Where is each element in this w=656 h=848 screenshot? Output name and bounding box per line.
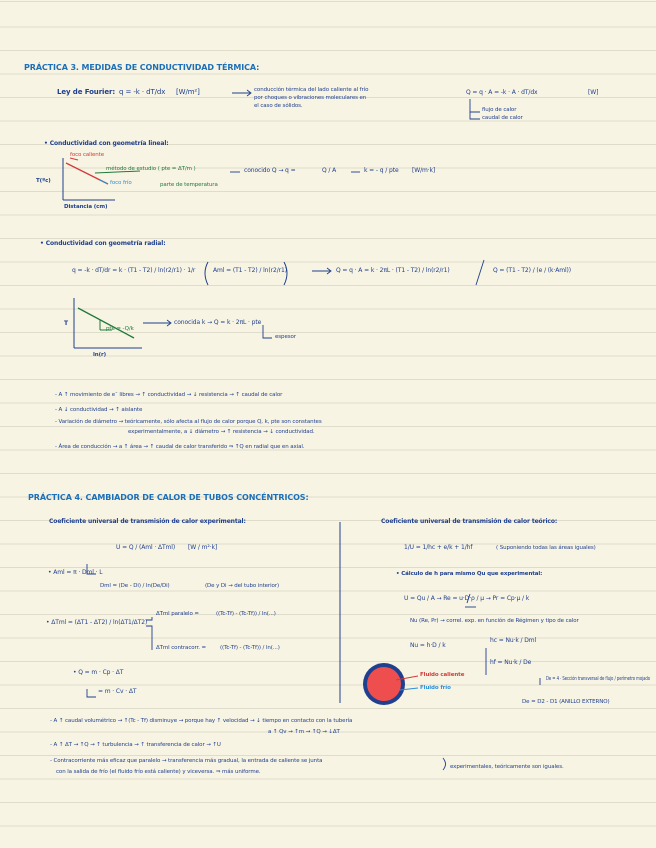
concl-3a: - Contracorriente más eficaz que paralelo → transferencia más gradual, la entrada de caliente se junta: [50, 758, 323, 764]
fourier-note-3: el caso de sólidos.: [254, 103, 303, 109]
Q-mcv-equation: = m · Cv · ΔT: [98, 688, 137, 695]
Q-units: [W]: [588, 89, 599, 96]
radial-known: conocida k → Q = k · 2πL · pte: [174, 319, 262, 326]
De-note-1: De = 4 · Sección transversal de flujo / perímetro mojado: [546, 676, 650, 682]
paralelo-label: ΔTml paralelo =: [156, 611, 199, 617]
espesor-label: espesor: [275, 334, 296, 340]
obs-2: - A ↓ conductividad → ↑ aislante: [55, 407, 143, 413]
radial-Aml-equation: Aml = (T1 - T2) / ln(r2/r1): [213, 267, 287, 274]
U-Re-Pr-chain: U = Qu / A → Re = u·D·ρ / μ → Pr = Cp·μ / k: [404, 595, 530, 602]
obs-4: - Área de conducción → a ↑ área → ↑ caudal de calor transferido ⇒ ↑Q en radial que en axial.: [55, 444, 305, 450]
p4-title: PRÁCTICA 4. CAMBIADOR DE CALOR DE TUBOS CONCÉNTRICOS:: [28, 493, 309, 502]
Dml-equation: Dml = (De - Di) / ln(De/Di): [100, 583, 170, 589]
metodo-estudio-label: método de estudio ( pte = ΔT/m ): [106, 166, 196, 172]
U-theoretical-note: ( Suponiendo todas las áreas iguales): [496, 545, 596, 551]
fourier-label: Ley de Fourier:: [57, 88, 116, 96]
concentric-tubes: [363, 663, 418, 705]
axis-lnr-label: ln(r): [93, 352, 107, 358]
calc-h-heading: • Cálculo de h para mismo Qu que experimental:: [396, 571, 543, 577]
De-note-2: De = D2 - D1 (ANILLO EXTERNO): [522, 699, 610, 705]
linear-graph: [63, 158, 140, 200]
radial-Q-equation: Q = q · A = k · 2πL · (T1 - T2) / ln(r2/r1): [336, 267, 450, 274]
concl-1: - A ↑ caudal volumétrico → ↑(Tc - Tf) disminuye → porque hay ↑ velocidad → ↓ tiempo en contacto con la tubería: [50, 718, 353, 724]
linear-known: conocido Q → q =: [244, 167, 296, 174]
linear-bullet: • Conductividad con geometría lineal:: [44, 140, 169, 147]
Q-note-2: caudal de calor: [482, 115, 523, 121]
concl-3b: con la salida de frío (el fluido frío está caliente) y viceversa. ⇒ más uniforme.: [56, 769, 261, 775]
radial-bullet: • Conductividad con geometría radial:: [40, 240, 166, 247]
linear-k-equation: k = - q / pte: [364, 167, 399, 174]
dTml-equation: • ΔTml = (ΔT1 - ΔT2) / ln(ΔT1/ΔT2): [46, 619, 148, 626]
obs-1: - A ↑ movimiento de eˉ libres → ↑ conductividad → ↓ resistencia → ↑ caudal de calor: [55, 392, 283, 398]
fourier-note-2: por choques o vibraciones moleculares en: [254, 95, 367, 101]
pte-temperatura-label: parte de temperatura: [160, 182, 218, 188]
axis-T2-label: T: [64, 320, 68, 327]
axis-distance-label: Distancia (cm): [64, 204, 108, 210]
fourier-note-1: conducción térmica del lado caliente al frío: [254, 87, 369, 93]
p4-right-heading: Coeficiente universal de transmisión de calor teórico:: [381, 518, 558, 525]
contracorriente-equation: ((Tc-Tf) - (Tc-Tf)) / ln(...): [220, 645, 280, 651]
hf-equation: hf = Nu·k / De: [490, 659, 532, 666]
Aml-equation: • Aml = π · Dml · L: [48, 569, 103, 576]
Q-note-1: flujo de calor: [482, 107, 517, 113]
Q-equation: Q = q · A = -k · A · dT/dx: [466, 89, 538, 96]
Dml-note: (De y Di → del tubo interior): [205, 583, 279, 589]
axis-T-label: T(ºc): [36, 178, 51, 184]
contracorriente-label: ΔTml contracorr. =: [156, 645, 207, 651]
obs-3b: experimentalmente, a ↓ diámetro → ↑ resistencia → ↓ conductividad.: [128, 429, 315, 435]
paralelo-equation: ((Tc-Tf) - (Tc-Tf)) / ln(...): [216, 611, 276, 617]
U-units: [W / m²·k]: [188, 544, 218, 551]
linear-q-fraction: Q / A: [322, 167, 337, 174]
fluido-frio-label: Fluido frío: [420, 685, 451, 691]
U-theoretical: 1/U = 1/hc + e/k + 1/hf: [404, 544, 473, 551]
obs-3a: - Variación de diámetro → teóricamente, sólo afecta al flujo de calor porque Q, k, pte son constantes: [55, 419, 322, 425]
foco-caliente-label: foco caliente: [70, 152, 104, 158]
p4-left-heading: Coeficiente universal de transmisión de calor experimental:: [49, 518, 246, 525]
U-experimental: U = Q / (Aml · ΔTml): [116, 544, 176, 551]
concl-2: - A ↑ ΔT → ↑Q → ↑ turbulencia → ↑ transferencia de calor → ↑U: [50, 742, 221, 748]
concl-1b: a ↑ Qv → ↑m → ↑Q → ↓ΔT: [268, 729, 340, 735]
foco-frio-label: foco frío: [110, 180, 132, 186]
fluido-caliente-label: Fluido caliente: [420, 672, 465, 678]
Nu-correlation: Nu (Re, Pr) → correl. exp. en función de Régimen y tipo de calor: [410, 618, 579, 624]
Q-mcp-equation: • Q = m · Cp · ΔT: [73, 669, 124, 676]
radial-graph: [74, 298, 142, 348]
radial-q-equation: q = -k · dT/dr = k · (T1 - T2) / ln(r2/r1) · 1/r: [72, 267, 196, 274]
hc-equation: hc = Nu·k / Dml: [490, 637, 537, 644]
fourier-units: [W/m²]: [176, 88, 200, 96]
fourier-equation: q = -k · dT/dx: [119, 88, 166, 96]
radial-Q2-equation: Q = (T1 - T2) / (e / (k·Aml)): [493, 267, 572, 274]
Nu-equation: Nu = h·D / k: [410, 642, 446, 649]
p3-title: PRÁCTICA 3. MEDIDAS DE CONDUCTIVIDAD TÉRMICA:: [24, 63, 260, 72]
pte-radial-label: pte = -Q/k: [106, 326, 134, 332]
concl-3c: experimentales, teóricamente son iguales.: [450, 764, 564, 770]
linear-k-units: [W/m·k]: [412, 167, 436, 174]
